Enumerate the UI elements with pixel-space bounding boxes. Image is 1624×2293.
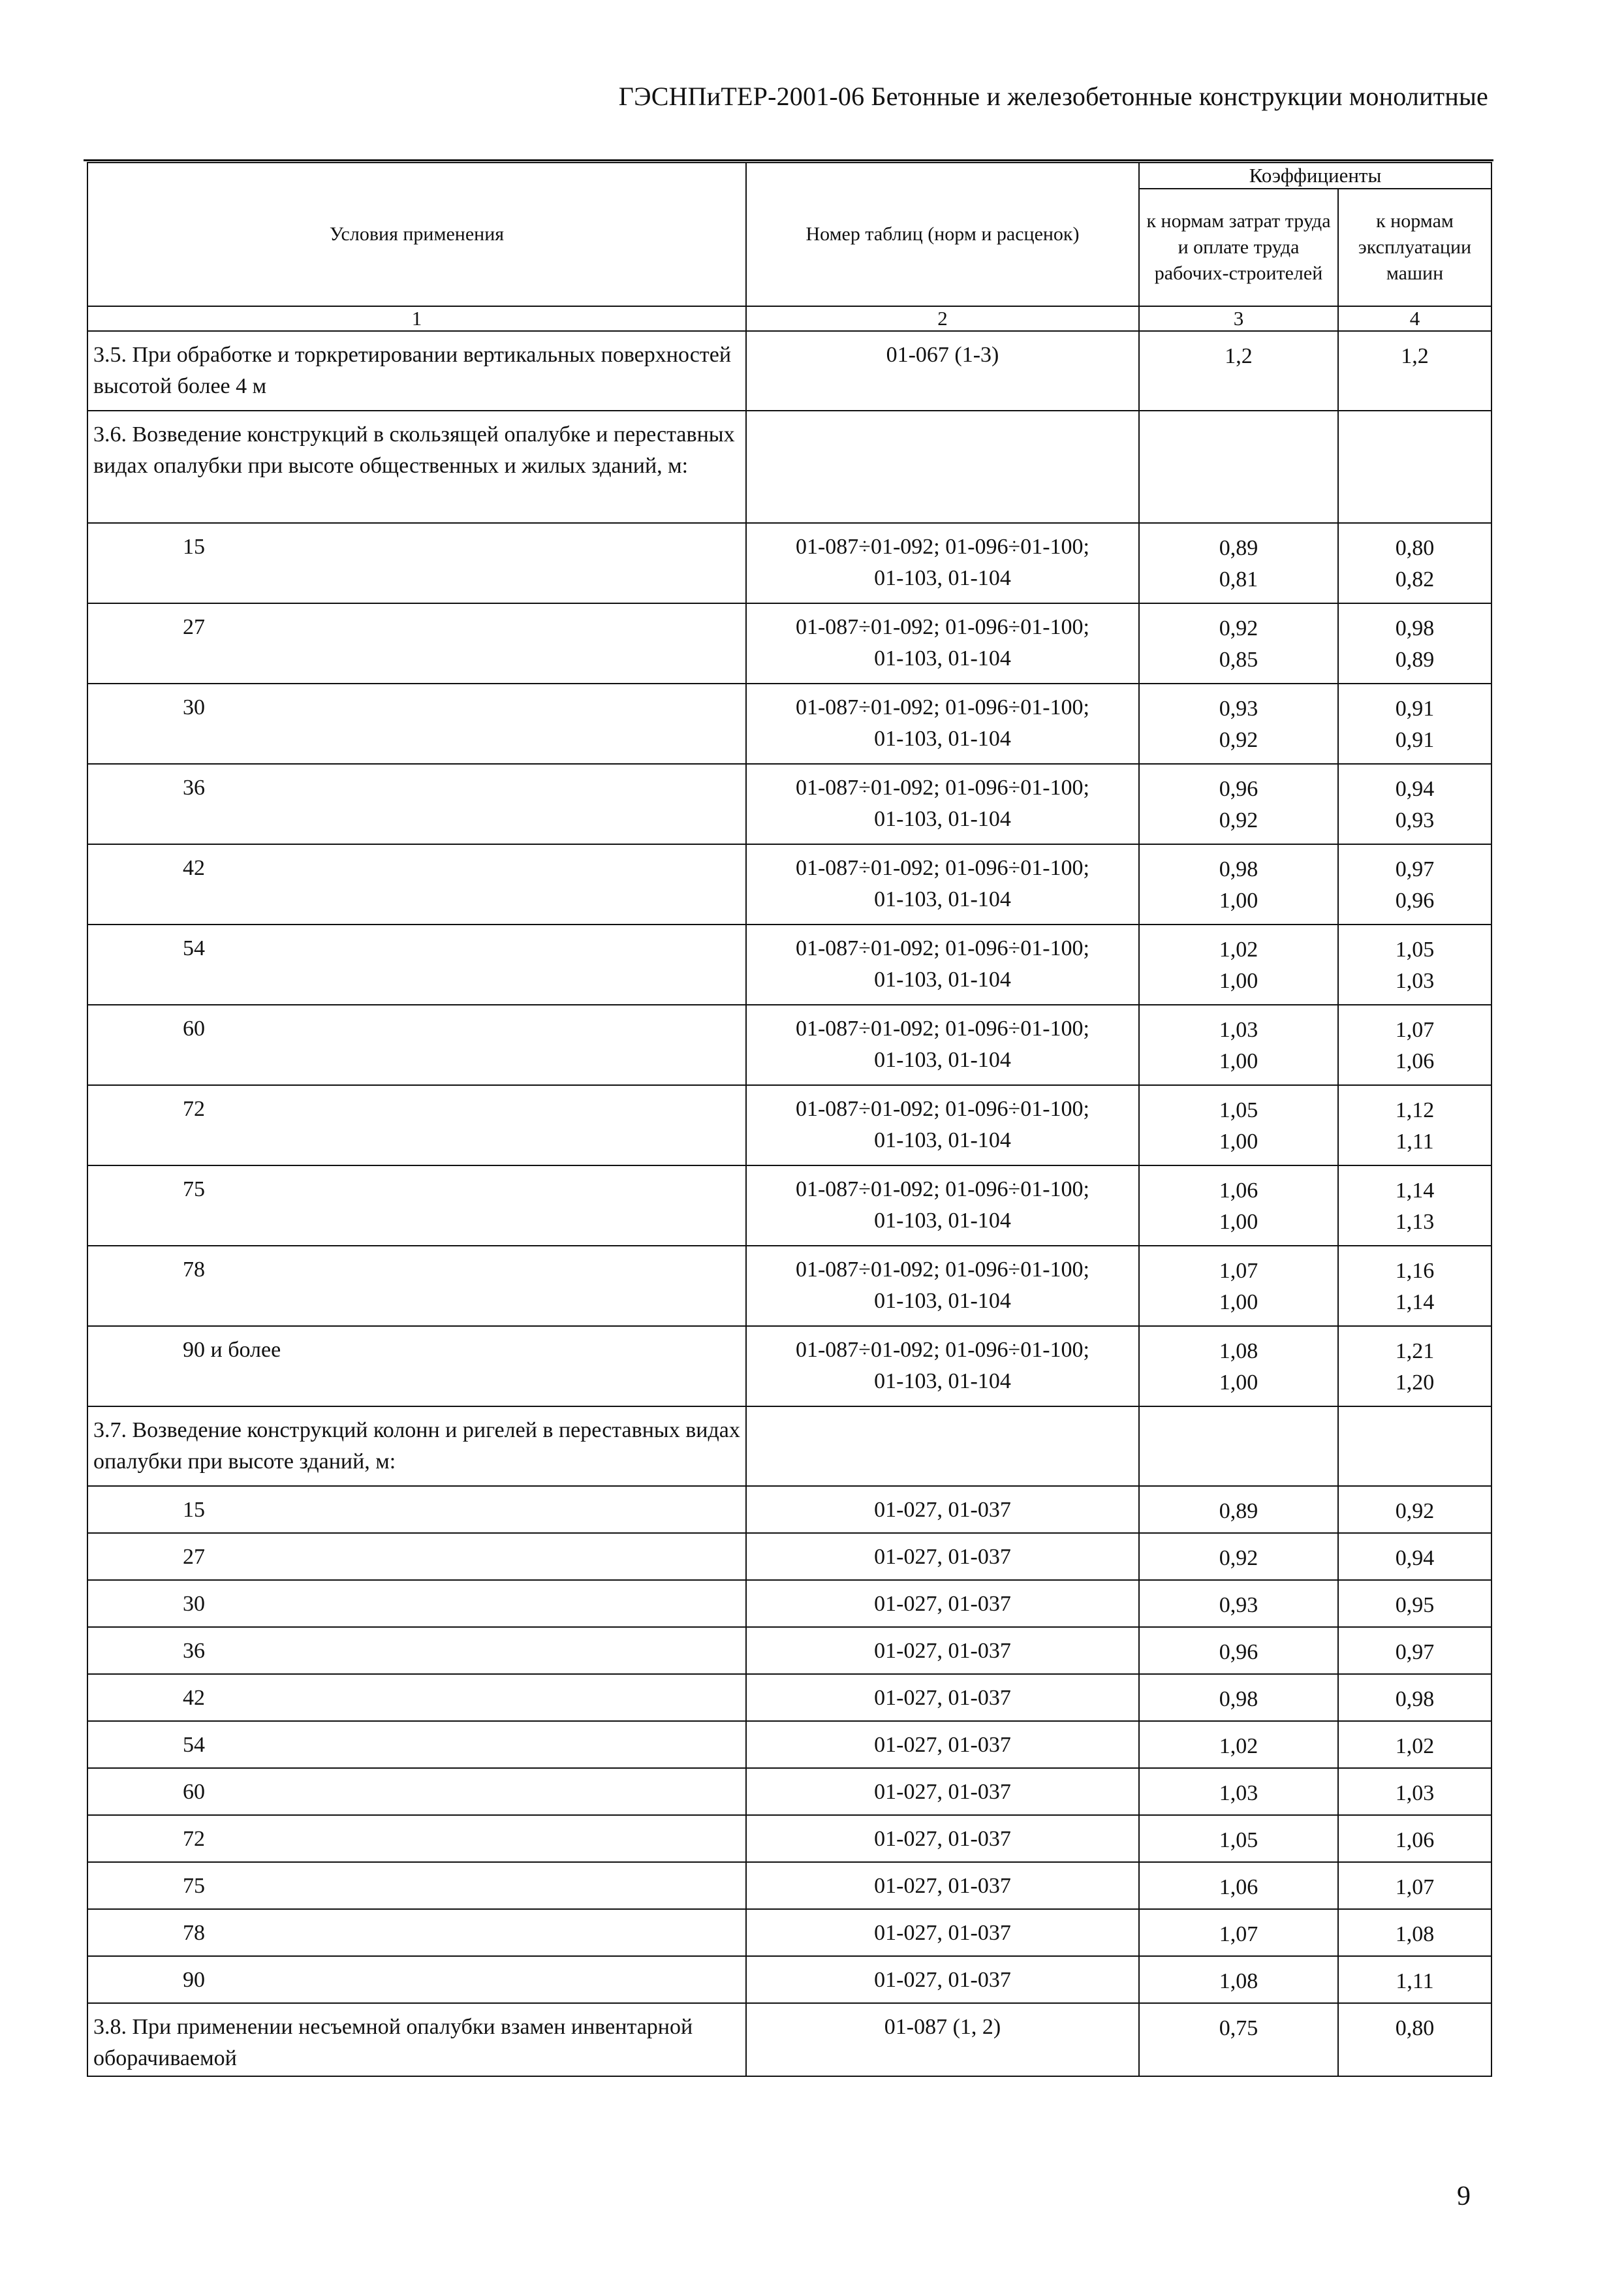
machine-coefficient: 1,21 1,20 (1338, 1326, 1491, 1406)
table-row (87, 1721, 1491, 1768)
condition-cell: 72 (87, 1815, 746, 1862)
table-numbers-cell: 01-087÷01-092; 01-096÷01-100; 01-103, 01-104 (746, 603, 1139, 684)
labor-coefficient: 1,08 (1139, 1956, 1338, 2003)
condition-cell: 3.6. Возведение конструкций в скользящей опалубке и переставных видах опалубки при высоте общественных и жилых зданий, м: (87, 411, 746, 523)
table-row (87, 1406, 1491, 1486)
table-row (87, 1486, 1491, 1533)
table-row (87, 2003, 1491, 2076)
header-conditions: Условия применения (87, 163, 746, 306)
table-row (87, 1580, 1491, 1627)
table-numbers-cell (746, 411, 1139, 523)
condition-cell: 90 и более (87, 1326, 746, 1406)
table-numbers-cell: 01-027, 01-037 (746, 1956, 1139, 2003)
condition-cell: 90 (87, 1956, 746, 2003)
labor-coefficient: 1,03 (1139, 1768, 1338, 1815)
labor-coefficient: 0,96 (1139, 1627, 1338, 1674)
labor-coefficient: 0,92 0,85 (1139, 603, 1338, 684)
table-numbers-cell: 01-027, 01-037 (746, 1721, 1139, 1768)
coefficients-table (87, 162, 1492, 2077)
table-numbers-cell: 01-087÷01-092; 01-096÷01-100; 01-103, 01-104 (746, 925, 1139, 1005)
machine-coefficient: 1,02 (1338, 1721, 1491, 1768)
machine-coefficient: 0,97 0,96 (1338, 844, 1491, 925)
labor-coefficient: 1,06 (1139, 1862, 1338, 1909)
table-numbers-cell: 01-067 (1-3) (746, 331, 1139, 411)
labor-coefficient: 1,05 1,00 (1139, 1085, 1338, 1165)
labor-coefficient: 1,07 1,00 (1139, 1246, 1338, 1326)
labor-coefficient: 1,08 1,00 (1139, 1326, 1338, 1406)
column-number: 4 (1338, 306, 1491, 331)
condition-cell: 27 (87, 1533, 746, 1580)
machine-coefficient: 0,80 0,82 (1338, 523, 1491, 603)
table-row (87, 411, 1491, 523)
labor-coefficient: 1,02 (1139, 1721, 1338, 1768)
condition-cell: 15 (87, 1486, 746, 1533)
header-table-numbers: Номер таблиц (норм и расценок) (746, 163, 1139, 306)
labor-coefficient: 1,07 (1139, 1909, 1338, 1956)
table-row (87, 331, 1491, 411)
table-row (87, 1326, 1491, 1406)
header-rule (84, 159, 1493, 161)
table-row (87, 1956, 1491, 2003)
condition-cell: 54 (87, 1721, 746, 1768)
condition-cell: 36 (87, 764, 746, 844)
table-row (87, 1674, 1491, 1721)
machine-coefficient: 1,07 1,06 (1338, 1005, 1491, 1085)
machine-coefficient: 1,11 (1338, 1956, 1491, 2003)
machine-coefficient: 0,97 (1338, 1627, 1491, 1674)
table-numbers-cell: 01-087÷01-092; 01-096÷01-100; 01-103, 01-104 (746, 1246, 1139, 1326)
table-row (87, 925, 1491, 1005)
header-labor: к нормам затрат труда и оплате труда рабочих-строителей (1139, 189, 1338, 306)
machine-coefficient: 1,16 1,14 (1338, 1246, 1491, 1326)
condition-cell: 42 (87, 1674, 746, 1721)
condition-cell: 60 (87, 1768, 746, 1815)
machine-coefficient: 0,95 (1338, 1580, 1491, 1627)
labor-coefficient: 0,75 (1139, 2003, 1338, 2076)
table-numbers-cell: 01-027, 01-037 (746, 1862, 1139, 1909)
condition-cell: 3.7. Возведение конструкций колонн и ригелей в переставных видах опалубки при высоте зданий, м: (87, 1406, 746, 1486)
table-row (87, 1909, 1491, 1956)
labor-coefficient: 0,93 0,92 (1139, 684, 1338, 764)
condition-cell: 60 (87, 1005, 746, 1085)
column-number: 2 (746, 306, 1139, 331)
table-row (87, 1815, 1491, 1862)
condition-cell: 78 (87, 1246, 746, 1326)
labor-coefficient: 0,98 1,00 (1139, 844, 1338, 925)
table-numbers-cell: 01-027, 01-037 (746, 1674, 1139, 1721)
labor-coefficient: 0,93 (1139, 1580, 1338, 1627)
table-numbers-cell: 01-027, 01-037 (746, 1909, 1139, 1956)
table-numbers-cell: 01-087÷01-092; 01-096÷01-100; 01-103, 01-104 (746, 523, 1139, 603)
table-numbers-cell: 01-027, 01-037 (746, 1627, 1139, 1674)
table-row (87, 603, 1491, 684)
column-number: 3 (1139, 306, 1338, 331)
table-row (87, 1005, 1491, 1085)
labor-coefficient: 0,89 0,81 (1139, 523, 1338, 603)
machine-coefficient: 1,2 (1338, 331, 1491, 411)
condition-cell: 78 (87, 1909, 746, 1956)
table-row (87, 684, 1491, 764)
machine-coefficient: 0,98 0,89 (1338, 603, 1491, 684)
table-row (87, 1862, 1491, 1909)
labor-coefficient: 1,2 (1139, 331, 1338, 411)
column-numbers-row (87, 306, 1491, 331)
machine-coefficient: 0,92 (1338, 1486, 1491, 1533)
machine-coefficient: 1,12 1,11 (1338, 1085, 1491, 1165)
page-number: 9 (1457, 2181, 1471, 2211)
column-number: 1 (87, 306, 746, 331)
machine-coefficient: 0,91 0,91 (1338, 684, 1491, 764)
condition-cell: 30 (87, 684, 746, 764)
table-row (87, 764, 1491, 844)
table-numbers-cell: 01-027, 01-037 (746, 1580, 1139, 1627)
table-numbers-cell: 01-087÷01-092; 01-096÷01-100; 01-103, 01-104 (746, 844, 1139, 925)
machine-coefficient: 0,80 (1338, 2003, 1491, 2076)
table-row (87, 1085, 1491, 1165)
machine-coefficient: 1,14 1,13 (1338, 1165, 1491, 1246)
labor-coefficient (1139, 1406, 1338, 1486)
table-numbers-cell: 01-027, 01-037 (746, 1486, 1139, 1533)
condition-cell: 75 (87, 1862, 746, 1909)
table-row (87, 844, 1491, 925)
table-numbers-cell: 01-027, 01-037 (746, 1533, 1139, 1580)
table-row (87, 1165, 1491, 1246)
header-coefficients: Коэффициенты (1139, 163, 1491, 189)
condition-cell: 3.5. При обработке и торкретировании вертикальных поверхностей высотой более 4 м (87, 331, 746, 411)
table-row (87, 1627, 1491, 1674)
table-numbers-cell: 01-027, 01-037 (746, 1815, 1139, 1862)
labor-coefficient: 1,05 (1139, 1815, 1338, 1862)
condition-cell: 30 (87, 1580, 746, 1627)
machine-coefficient: 1,03 (1338, 1768, 1491, 1815)
labor-coefficient: 0,89 (1139, 1486, 1338, 1533)
table-row (87, 523, 1491, 603)
machine-coefficient (1338, 1406, 1491, 1486)
condition-cell: 42 (87, 844, 746, 925)
condition-cell: 36 (87, 1627, 746, 1674)
table-numbers-cell: 01-087÷01-092; 01-096÷01-100; 01-103, 01-104 (746, 684, 1139, 764)
labor-coefficient: 1,06 1,00 (1139, 1165, 1338, 1246)
machine-coefficient (1338, 411, 1491, 523)
table-numbers-cell: 01-087 (1, 2) (746, 2003, 1139, 2076)
labor-coefficient (1139, 411, 1338, 523)
condition-cell: 27 (87, 603, 746, 684)
machine-coefficient: 1,07 (1338, 1862, 1491, 1909)
table-numbers-cell: 01-087÷01-092; 01-096÷01-100; 01-103, 01-104 (746, 1165, 1139, 1246)
labor-coefficient: 0,98 (1139, 1674, 1338, 1721)
labor-coefficient: 0,96 0,92 (1139, 764, 1338, 844)
header-machines: к нормам эксплуатации машин (1338, 189, 1491, 306)
table-numbers-cell: 01-087÷01-092; 01-096÷01-100; 01-103, 01-104 (746, 764, 1139, 844)
running-header: ГЭСНПиТЕР-2001-06 Бетонные и железобетонные конструкции монолитные (618, 82, 1488, 111)
condition-cell: 72 (87, 1085, 746, 1165)
table-numbers-cell: 01-087÷01-092; 01-096÷01-100; 01-103, 01-104 (746, 1326, 1139, 1406)
condition-cell: 54 (87, 925, 746, 1005)
machine-coefficient: 0,94 0,93 (1338, 764, 1491, 844)
table-numbers-cell: 01-027, 01-037 (746, 1768, 1139, 1815)
table-row (87, 1768, 1491, 1815)
table-row (87, 1533, 1491, 1580)
table-row (87, 1246, 1491, 1326)
machine-coefficient: 1,08 (1338, 1909, 1491, 1956)
labor-coefficient: 1,02 1,00 (1139, 925, 1338, 1005)
machine-coefficient: 1,06 (1338, 1815, 1491, 1862)
machine-coefficient: 1,05 1,03 (1338, 925, 1491, 1005)
table-numbers-cell (746, 1406, 1139, 1486)
labor-coefficient: 1,03 1,00 (1139, 1005, 1338, 1085)
condition-cell: 15 (87, 523, 746, 603)
table-numbers-cell: 01-087÷01-092; 01-096÷01-100; 01-103, 01-104 (746, 1085, 1139, 1165)
machine-coefficient: 0,94 (1338, 1533, 1491, 1580)
condition-cell: 75 (87, 1165, 746, 1246)
machine-coefficient: 0,98 (1338, 1674, 1491, 1721)
condition-cell: 3.8. При применении несъемной опалубки взамен инвентарной оборачиваемой (87, 2003, 746, 2076)
table-numbers-cell: 01-087÷01-092; 01-096÷01-100; 01-103, 01-104 (746, 1005, 1139, 1085)
labor-coefficient: 0,92 (1139, 1533, 1338, 1580)
